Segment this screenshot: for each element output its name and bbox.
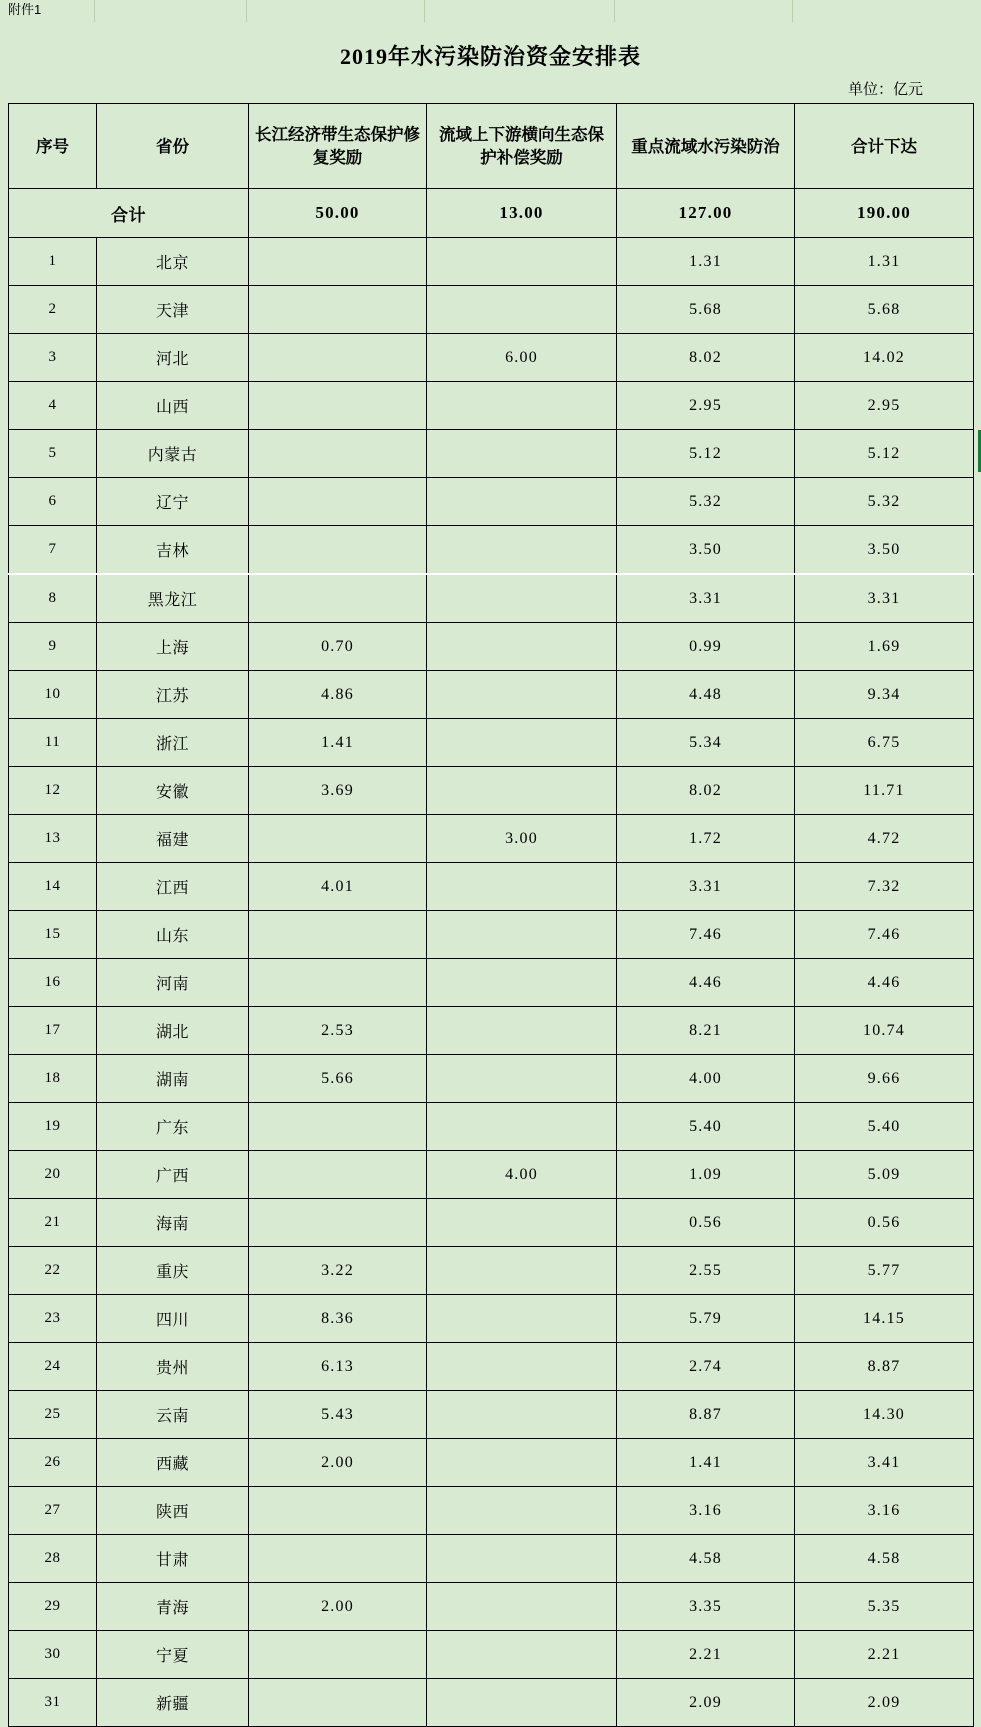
grid-line xyxy=(246,0,247,22)
table-row[interactable] xyxy=(9,719,974,767)
cell-col-a[interactable]: 0.70 xyxy=(249,623,427,671)
cell-col-c[interactable]: 3.50 xyxy=(617,526,795,575)
cell-index[interactable]: 13 xyxy=(9,815,97,863)
cell-col-d[interactable]: 3.41 xyxy=(795,1439,974,1487)
cell-col-d[interactable]: 4.72 xyxy=(795,815,974,863)
cell-col-a[interactable] xyxy=(249,1199,427,1247)
grid-line xyxy=(424,0,425,22)
cell-col-c[interactable]: 4.48 xyxy=(617,671,795,719)
total-col-c: 127.00 xyxy=(617,189,795,238)
cell-province[interactable]: 黑龙江 xyxy=(97,574,249,623)
cell-col-c[interactable]: 8.21 xyxy=(617,1007,795,1055)
cell-province[interactable]: 河北 xyxy=(97,334,249,382)
table-row[interactable] xyxy=(9,767,974,815)
cell-col-d[interactable]: 9.34 xyxy=(795,671,974,719)
cell-province[interactable]: 新疆 xyxy=(97,1679,249,1727)
cell-index[interactable]: 17 xyxy=(9,1007,97,1055)
cell-col-c[interactable]: 5.40 xyxy=(617,1103,795,1151)
cell-col-c[interactable]: 4.46 xyxy=(617,959,795,1007)
table-header-row xyxy=(9,104,974,189)
cell-col-a[interactable]: 2.00 xyxy=(249,1583,427,1631)
cell-col-b[interactable] xyxy=(427,1631,617,1679)
cell-col-a[interactable]: 2.00 xyxy=(249,1439,427,1487)
cell-col-b[interactable] xyxy=(427,1343,617,1391)
cell-col-c[interactable]: 0.99 xyxy=(617,623,795,671)
header-basin-horizontal-compensation-reward: 流域上下游横向生态保护补偿奖励 xyxy=(427,104,617,189)
cell-province[interactable]: 海南 xyxy=(97,1199,249,1247)
cell-province[interactable]: 青海 xyxy=(97,1583,249,1631)
cell-col-c[interactable]: 1.41 xyxy=(617,1439,795,1487)
cell-province[interactable]: 内蒙古 xyxy=(97,430,249,478)
header-province: 省份 xyxy=(97,104,249,189)
cell-col-b[interactable] xyxy=(427,1583,617,1631)
cell-col-a[interactable]: 4.01 xyxy=(249,863,427,911)
cell-col-c[interactable]: 3.16 xyxy=(617,1487,795,1535)
cell-province[interactable]: 陕西 xyxy=(97,1487,249,1535)
cell-col-c[interactable]: 1.09 xyxy=(617,1151,795,1199)
cell-index[interactable]: 2 xyxy=(9,286,97,334)
header-index: 序号 xyxy=(9,104,97,189)
table-row[interactable] xyxy=(9,1439,974,1487)
cell-col-b[interactable] xyxy=(427,719,617,767)
cell-col-d[interactable]: 4.58 xyxy=(795,1535,974,1583)
header-yangtze-restoration-reward: 长江经济带生态保护修复奖励 xyxy=(249,104,427,189)
cell-index[interactable]: 26 xyxy=(9,1439,97,1487)
cell-index[interactable]: 20 xyxy=(9,1151,97,1199)
cell-col-a[interactable] xyxy=(249,238,427,286)
table-row[interactable] xyxy=(9,1055,974,1103)
table-row[interactable] xyxy=(9,1199,974,1247)
cell-col-d[interactable]: 4.46 xyxy=(795,959,974,1007)
cell-col-d[interactable]: 14.30 xyxy=(795,1391,974,1439)
cell-col-d[interactable]: 3.16 xyxy=(795,1487,974,1535)
cell-province[interactable]: 云南 xyxy=(97,1391,249,1439)
table-row[interactable] xyxy=(9,1535,974,1583)
cell-col-c[interactable]: 8.87 xyxy=(617,1391,795,1439)
cell-col-d[interactable]: 3.31 xyxy=(795,574,974,623)
table-row[interactable] xyxy=(9,911,974,959)
cell-index[interactable]: 7 xyxy=(9,526,97,575)
cell-index[interactable]: 14 xyxy=(9,863,97,911)
cell-col-d[interactable]: 5.32 xyxy=(795,478,974,526)
cell-index[interactable]: 21 xyxy=(9,1199,97,1247)
cell-col-d[interactable]: 5.35 xyxy=(795,1583,974,1631)
cell-col-d[interactable]: 5.68 xyxy=(795,286,974,334)
cell-province[interactable]: 山东 xyxy=(97,911,249,959)
cell-col-a[interactable]: 2.53 xyxy=(249,1007,427,1055)
table-row[interactable] xyxy=(9,1103,974,1151)
cell-col-c[interactable]: 2.55 xyxy=(617,1247,795,1295)
cell-index[interactable]: 28 xyxy=(9,1535,97,1583)
cell-province[interactable]: 西藏 xyxy=(97,1439,249,1487)
cell-province[interactable]: 甘肃 xyxy=(97,1535,249,1583)
cell-index[interactable]: 23 xyxy=(9,1295,97,1343)
page-title: 2019年水污染防治资金安排表 xyxy=(339,44,641,69)
cell-index[interactable]: 15 xyxy=(9,911,97,959)
cell-index[interactable]: 12 xyxy=(9,767,97,815)
cell-province[interactable]: 福建 xyxy=(97,815,249,863)
cell-col-b[interactable] xyxy=(427,1199,617,1247)
cell-col-d[interactable]: 11.71 xyxy=(795,767,974,815)
cell-province[interactable]: 辽宁 xyxy=(97,478,249,526)
cell-index[interactable]: 30 xyxy=(9,1631,97,1679)
table-row[interactable] xyxy=(9,671,974,719)
cell-col-b[interactable] xyxy=(427,671,617,719)
cell-index[interactable]: 16 xyxy=(9,959,97,1007)
cell-province[interactable]: 上海 xyxy=(97,623,249,671)
table-row[interactable] xyxy=(9,1391,974,1439)
cell-col-b[interactable]: 6.00 xyxy=(427,334,617,382)
cell-index[interactable]: 8 xyxy=(9,574,97,623)
table-row[interactable] xyxy=(9,1631,974,1679)
cell-col-b[interactable] xyxy=(427,478,617,526)
cell-col-a[interactable]: 1.41 xyxy=(249,719,427,767)
cell-col-a[interactable] xyxy=(249,1487,427,1535)
cell-col-b[interactable]: 3.00 xyxy=(427,815,617,863)
cell-col-a[interactable] xyxy=(249,815,427,863)
total-col-b: 13.00 xyxy=(427,189,617,238)
cell-col-a[interactable]: 5.66 xyxy=(249,1055,427,1103)
table-row[interactable] xyxy=(9,1343,974,1391)
cell-province[interactable]: 河南 xyxy=(97,959,249,1007)
cell-col-c[interactable]: 0.56 xyxy=(617,1199,795,1247)
funding-allocation-table xyxy=(8,103,974,1727)
table-row[interactable] xyxy=(9,959,974,1007)
cell-col-a[interactable] xyxy=(249,382,427,430)
cell-col-b[interactable] xyxy=(427,526,617,575)
cell-col-c[interactable]: 4.58 xyxy=(617,1535,795,1583)
cell-col-d[interactable]: 2.09 xyxy=(795,1679,974,1727)
cell-province[interactable]: 宁夏 xyxy=(97,1631,249,1679)
total-col-a: 50.00 xyxy=(249,189,427,238)
cell-province[interactable]: 广西 xyxy=(97,1151,249,1199)
cell-col-d[interactable]: 1.31 xyxy=(795,238,974,286)
cell-col-d[interactable]: 0.56 xyxy=(795,1199,974,1247)
cell-col-a[interactable] xyxy=(249,1103,427,1151)
cell-index[interactable]: 18 xyxy=(9,1055,97,1103)
grid-line xyxy=(614,0,615,22)
cell-province[interactable]: 浙江 xyxy=(97,719,249,767)
cell-province[interactable]: 吉林 xyxy=(97,526,249,575)
cell-col-d[interactable]: 7.46 xyxy=(795,911,974,959)
cell-col-d[interactable]: 5.77 xyxy=(795,1247,974,1295)
cell-province[interactable]: 安徽 xyxy=(97,767,249,815)
cell-index[interactable]: 5 xyxy=(9,430,97,478)
cell-col-b[interactable] xyxy=(427,911,617,959)
cell-index[interactable]: 19 xyxy=(9,1103,97,1151)
cell-col-a[interactable]: 3.69 xyxy=(249,767,427,815)
cell-col-c[interactable]: 5.79 xyxy=(617,1295,795,1343)
cell-col-c[interactable]: 5.34 xyxy=(617,719,795,767)
table-row[interactable] xyxy=(9,815,974,863)
attachment-label: 附件1 xyxy=(8,2,42,17)
cell-province[interactable]: 广东 xyxy=(97,1103,249,1151)
cell-col-c[interactable]: 1.31 xyxy=(617,238,795,286)
grid-line xyxy=(792,0,793,22)
cell-col-a[interactable] xyxy=(249,478,427,526)
cell-col-c[interactable]: 5.32 xyxy=(617,478,795,526)
table-row[interactable] xyxy=(9,382,974,430)
cell-col-b[interactable] xyxy=(427,1391,617,1439)
unit-note: 单位：亿元 xyxy=(847,82,923,98)
cell-province[interactable]: 湖南 xyxy=(97,1055,249,1103)
table-row[interactable] xyxy=(9,1583,974,1631)
table-row[interactable] xyxy=(9,238,974,286)
cell-col-a[interactable] xyxy=(249,334,427,382)
cell-col-b[interactable] xyxy=(427,382,617,430)
cell-col-a[interactable] xyxy=(249,1679,427,1727)
cell-col-b[interactable] xyxy=(427,574,617,623)
cell-index[interactable]: 6 xyxy=(9,478,97,526)
cell-col-c[interactable]: 2.95 xyxy=(617,382,795,430)
cell-index[interactable]: 1 xyxy=(9,238,97,286)
total-col-d: 190.00 xyxy=(795,189,974,238)
cell-col-c[interactable]: 2.09 xyxy=(617,1679,795,1727)
cell-col-d[interactable]: 2.95 xyxy=(795,382,974,430)
cell-index[interactable]: 4 xyxy=(9,382,97,430)
cell-col-d[interactable]: 14.02 xyxy=(795,334,974,382)
cell-index[interactable]: 22 xyxy=(9,1247,97,1295)
cell-col-b[interactable] xyxy=(427,767,617,815)
total-label: 合计 xyxy=(9,189,249,238)
cell-col-c[interactable]: 5.68 xyxy=(617,286,795,334)
cell-province[interactable]: 山西 xyxy=(97,382,249,430)
cell-col-b[interactable] xyxy=(427,1439,617,1487)
cell-col-c[interactable]: 3.31 xyxy=(617,863,795,911)
cell-index[interactable]: 25 xyxy=(9,1391,97,1439)
cell-col-b[interactable] xyxy=(427,959,617,1007)
table-row[interactable] xyxy=(9,1247,974,1295)
cell-col-d[interactable]: 10.74 xyxy=(795,1007,974,1055)
cell-col-a[interactable] xyxy=(249,574,427,623)
cell-col-d[interactable]: 14.15 xyxy=(795,1295,974,1343)
cell-col-a[interactable] xyxy=(249,911,427,959)
cell-col-a[interactable] xyxy=(249,1535,427,1583)
cell-col-b[interactable] xyxy=(427,1295,617,1343)
table-body xyxy=(9,189,974,1727)
cell-col-a[interactable] xyxy=(249,430,427,478)
total-row xyxy=(9,189,974,238)
cell-index[interactable]: 29 xyxy=(9,1583,97,1631)
table-row[interactable] xyxy=(9,286,974,334)
grid-line xyxy=(94,0,95,22)
cell-col-a[interactable]: 8.36 xyxy=(249,1295,427,1343)
table-row[interactable] xyxy=(9,334,974,382)
cell-col-c[interactable]: 2.21 xyxy=(617,1631,795,1679)
cell-col-d[interactable]: 5.12 xyxy=(795,430,974,478)
cell-col-d[interactable]: 8.87 xyxy=(795,1343,974,1391)
cell-col-c[interactable]: 2.74 xyxy=(617,1343,795,1391)
cell-col-d[interactable]: 7.32 xyxy=(795,863,974,911)
cell-col-a[interactable] xyxy=(249,286,427,334)
cell-col-b[interactable] xyxy=(427,1487,617,1535)
cell-col-b[interactable] xyxy=(427,430,617,478)
cell-col-b[interactable] xyxy=(427,1247,617,1295)
cell-index[interactable]: 3 xyxy=(9,334,97,382)
header-key-basin-water-pollution-control: 重点流域水污染防治 xyxy=(617,104,795,189)
cell-col-c[interactable]: 4.00 xyxy=(617,1055,795,1103)
cell-col-b[interactable] xyxy=(427,238,617,286)
table-row[interactable] xyxy=(9,478,974,526)
cell-province[interactable]: 北京 xyxy=(97,238,249,286)
cell-col-a[interactable]: 3.22 xyxy=(249,1247,427,1295)
cell-index[interactable]: 27 xyxy=(9,1487,97,1535)
cell-province[interactable]: 重庆 xyxy=(97,1247,249,1295)
cell-index[interactable]: 9 xyxy=(9,623,97,671)
cell-col-b[interactable] xyxy=(427,623,617,671)
cell-col-b[interactable] xyxy=(427,1535,617,1583)
table-row[interactable] xyxy=(9,1151,974,1199)
cell-col-b[interactable] xyxy=(427,1103,617,1151)
cell-col-a[interactable] xyxy=(249,526,427,575)
cell-col-a[interactable]: 6.13 xyxy=(249,1343,427,1391)
cell-index[interactable]: 31 xyxy=(9,1679,97,1727)
table-row[interactable] xyxy=(9,863,974,911)
table-row[interactable] xyxy=(9,1487,974,1535)
cell-col-c[interactable]: 3.35 xyxy=(617,1583,795,1631)
cell-col-a[interactable] xyxy=(249,1151,427,1199)
cell-col-b[interactable] xyxy=(427,1679,617,1727)
cell-col-b[interactable] xyxy=(427,863,617,911)
table-row[interactable] xyxy=(9,430,974,478)
cell-index[interactable]: 11 xyxy=(9,719,97,767)
table-row[interactable] xyxy=(9,1295,974,1343)
cell-index[interactable]: 24 xyxy=(9,1343,97,1391)
cell-province[interactable]: 湖北 xyxy=(97,1007,249,1055)
table-row[interactable] xyxy=(9,526,974,575)
cell-province[interactable]: 江西 xyxy=(97,863,249,911)
cell-col-d[interactable]: 5.40 xyxy=(795,1103,974,1151)
cell-col-c[interactable]: 1.72 xyxy=(617,815,795,863)
cell-col-a[interactable]: 5.43 xyxy=(249,1391,427,1439)
cell-col-c[interactable]: 8.02 xyxy=(617,334,795,382)
cell-province[interactable]: 天津 xyxy=(97,286,249,334)
cell-col-d[interactable]: 2.21 xyxy=(795,1631,974,1679)
cell-col-b[interactable] xyxy=(427,1007,617,1055)
cell-col-c[interactable]: 7.46 xyxy=(617,911,795,959)
cell-col-b[interactable] xyxy=(427,1055,617,1103)
cell-col-d[interactable]: 3.50 xyxy=(795,526,974,575)
cell-col-d[interactable]: 1.69 xyxy=(795,623,974,671)
cell-province[interactable]: 江苏 xyxy=(97,671,249,719)
table-row[interactable] xyxy=(9,623,974,671)
cell-province[interactable]: 四川 xyxy=(97,1295,249,1343)
cell-col-a[interactable] xyxy=(249,1631,427,1679)
table-row[interactable] xyxy=(9,1679,974,1727)
cell-col-d[interactable]: 5.09 xyxy=(795,1151,974,1199)
cell-col-d[interactable]: 9.66 xyxy=(795,1055,974,1103)
cell-col-c[interactable]: 8.02 xyxy=(617,767,795,815)
header-total-allocated: 合计下达 xyxy=(795,104,974,189)
cell-col-a[interactable] xyxy=(249,959,427,1007)
cell-province[interactable]: 贵州 xyxy=(97,1343,249,1391)
cell-col-a[interactable]: 4.86 xyxy=(249,671,427,719)
cell-col-b[interactable]: 4.00 xyxy=(427,1151,617,1199)
cell-col-c[interactable]: 3.31 xyxy=(617,574,795,623)
table-row[interactable] xyxy=(9,1007,974,1055)
table-row[interactable] xyxy=(9,574,974,623)
cell-col-c[interactable]: 5.12 xyxy=(617,430,795,478)
cell-col-d[interactable]: 6.75 xyxy=(795,719,974,767)
cell-index[interactable]: 10 xyxy=(9,671,97,719)
cell-col-b[interactable] xyxy=(427,286,617,334)
